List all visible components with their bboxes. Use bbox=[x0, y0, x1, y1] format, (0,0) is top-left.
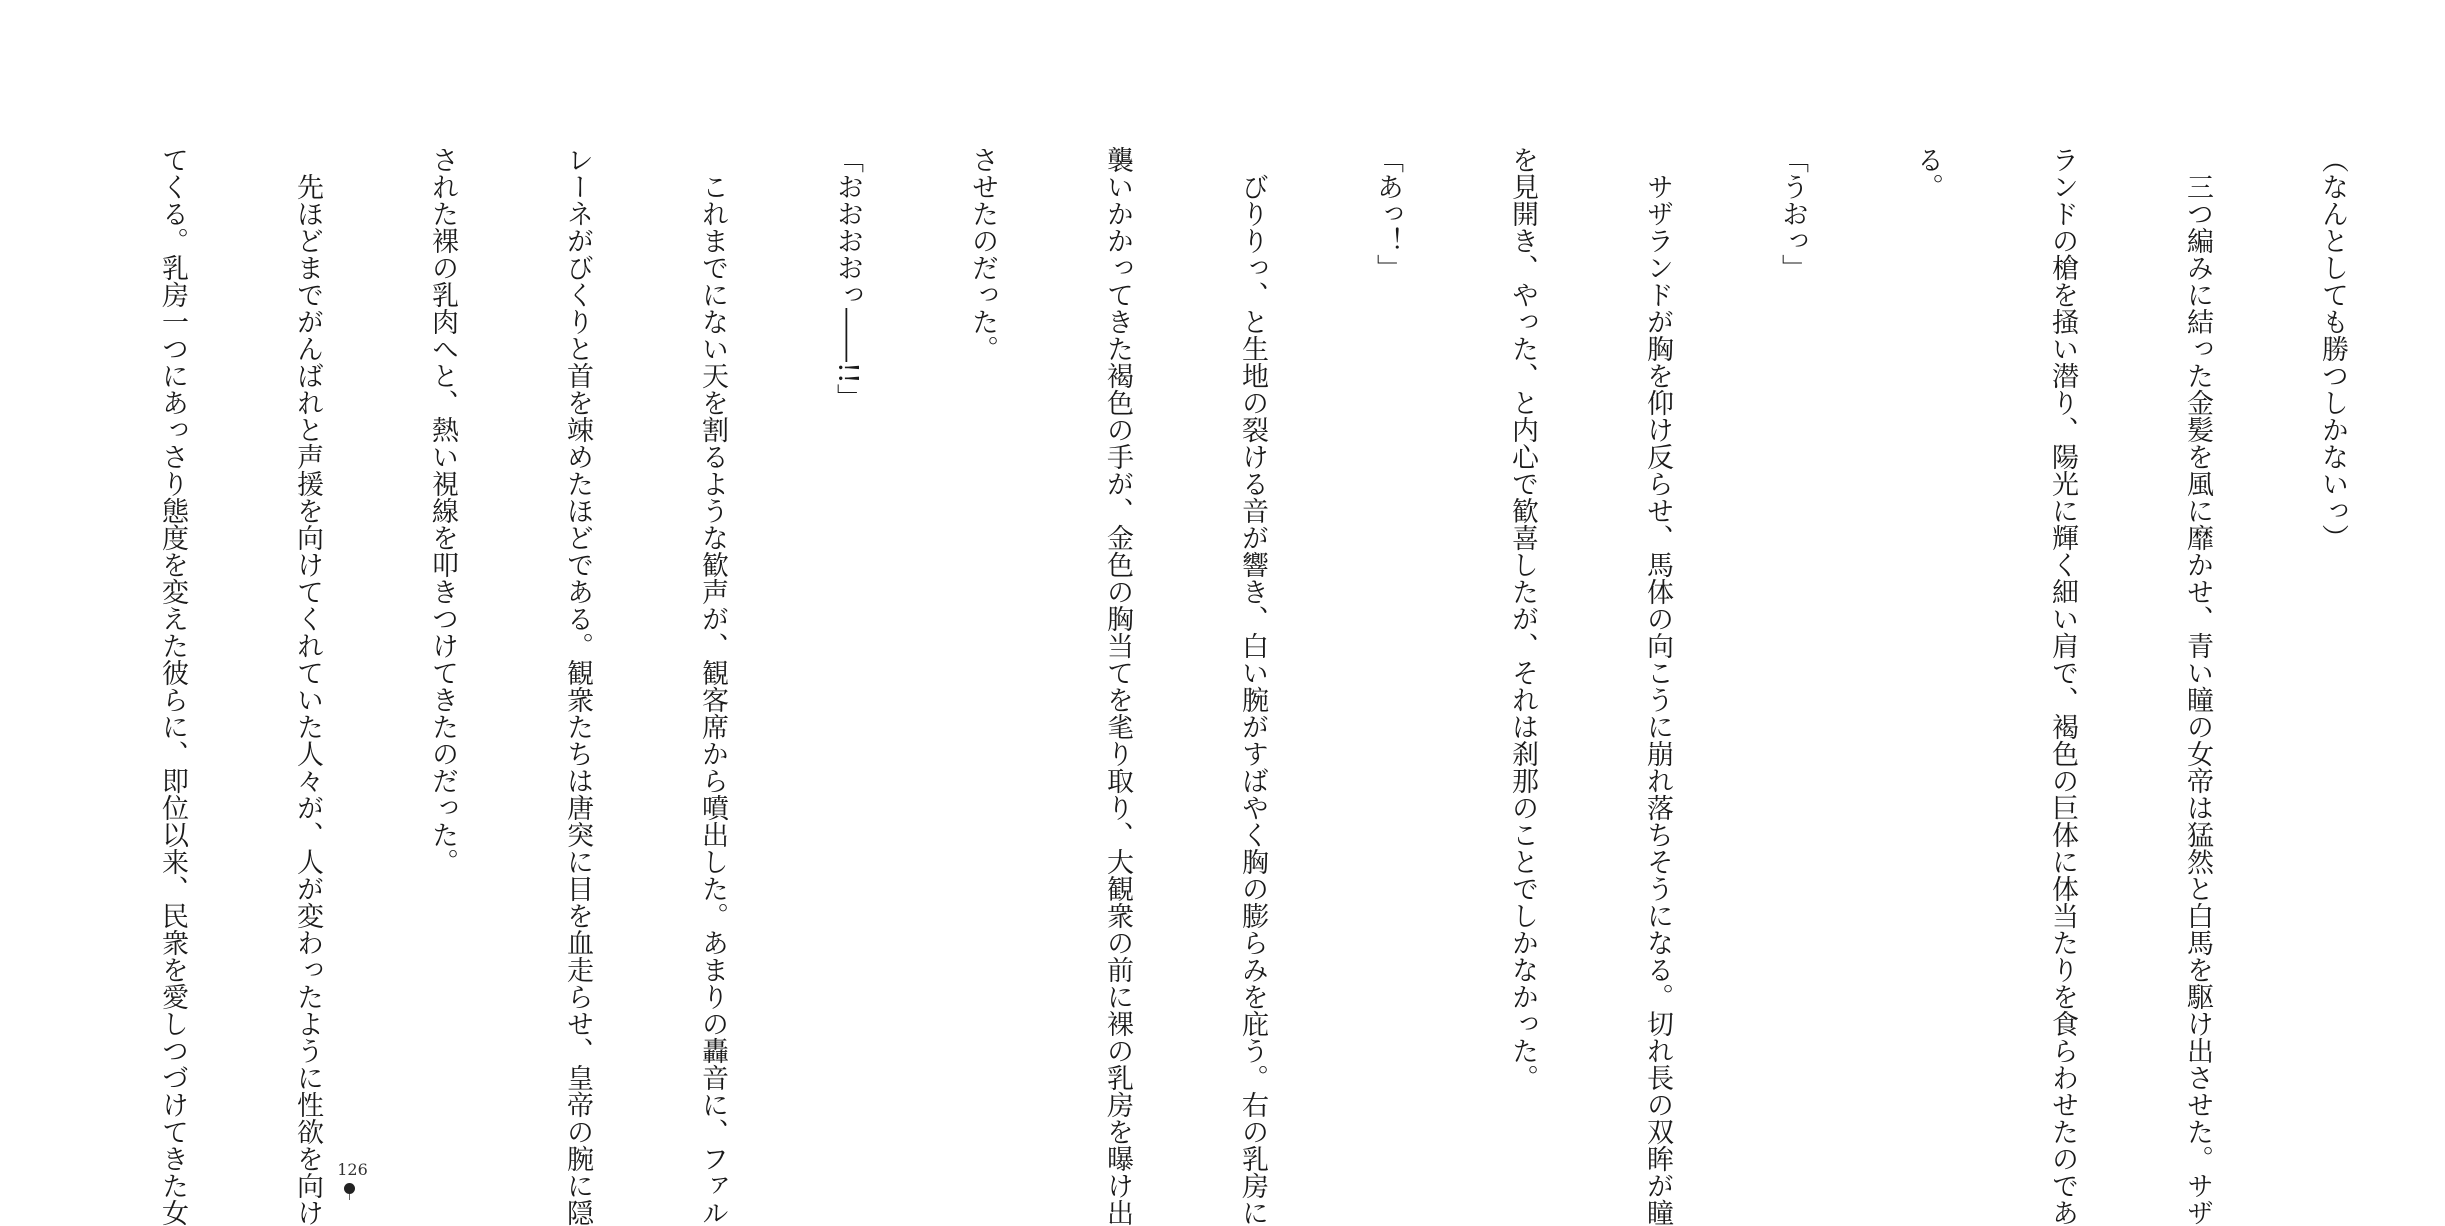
text-line: てくる。乳房一つにあっさり態度を変えた彼らに、即位以来、民衆を愛しつづけてきた女 bbox=[157, 146, 188, 1226]
page-marker-tick bbox=[349, 1194, 350, 1200]
text-line: （なんとしても勝つしかないっ） bbox=[2317, 146, 2348, 551]
text-line: レーネがびくりと首を竦めたほどである。観衆たちは唐突に目を血走らせ、皇帝の腕に隠 bbox=[562, 146, 593, 1226]
text-line: 三つ編みに結った金髪を風に靡かせ、青い瞳の女帝は猛然と白馬を駆け出させた。サザ bbox=[2182, 146, 2213, 1226]
text-line: させたのだった。 bbox=[967, 146, 998, 362]
text-line: サザランドが胸を仰け反らせ、馬体の向こうに崩れ落ちそうになる。切れ長の双眸が瞳 bbox=[1642, 146, 1673, 1226]
text-line: 「あっ！」 bbox=[1372, 146, 1403, 281]
page-number: 126 bbox=[337, 1160, 368, 1179]
text-line: びりりっ、と生地の裂ける音が響き、白い腕がすばやく胸の膨らみを庇う。右の乳房に bbox=[1237, 146, 1268, 1226]
text-line: る。 bbox=[1912, 146, 1943, 200]
text-line: された裸の乳肉へと、熱い視線を叩きつけてきたのだった。 bbox=[427, 146, 458, 875]
text-line: 襲いかかってきた褐色の手が、金色の胸当てを毟り取り、大観衆の前に裸の乳房を曝け出 bbox=[1102, 146, 1133, 1226]
text-line: ランドの槍を掻い潜り、陽光に輝く細い肩で、褐色の巨体に体当たりを食らわせたのであ bbox=[2047, 146, 2078, 1226]
text-line: 「うおっ」 bbox=[1777, 146, 1808, 281]
text-line: 「おおおおっ――!!」 bbox=[832, 146, 863, 411]
text-line: 先ほどまでがんばれと声援を向けてくれていた人々が、人が変わったように性欲を向け bbox=[292, 146, 323, 1226]
text-line: これまでにない天を割るような歓声が、観客席から噴出した。あまりの轟音に、ファル bbox=[697, 146, 728, 1226]
page-marker-dot bbox=[344, 1183, 355, 1194]
text-line: を見開き、やった、と内心で歓喜したが、それは刹那のことでしかなかった。 bbox=[1507, 146, 1538, 1091]
